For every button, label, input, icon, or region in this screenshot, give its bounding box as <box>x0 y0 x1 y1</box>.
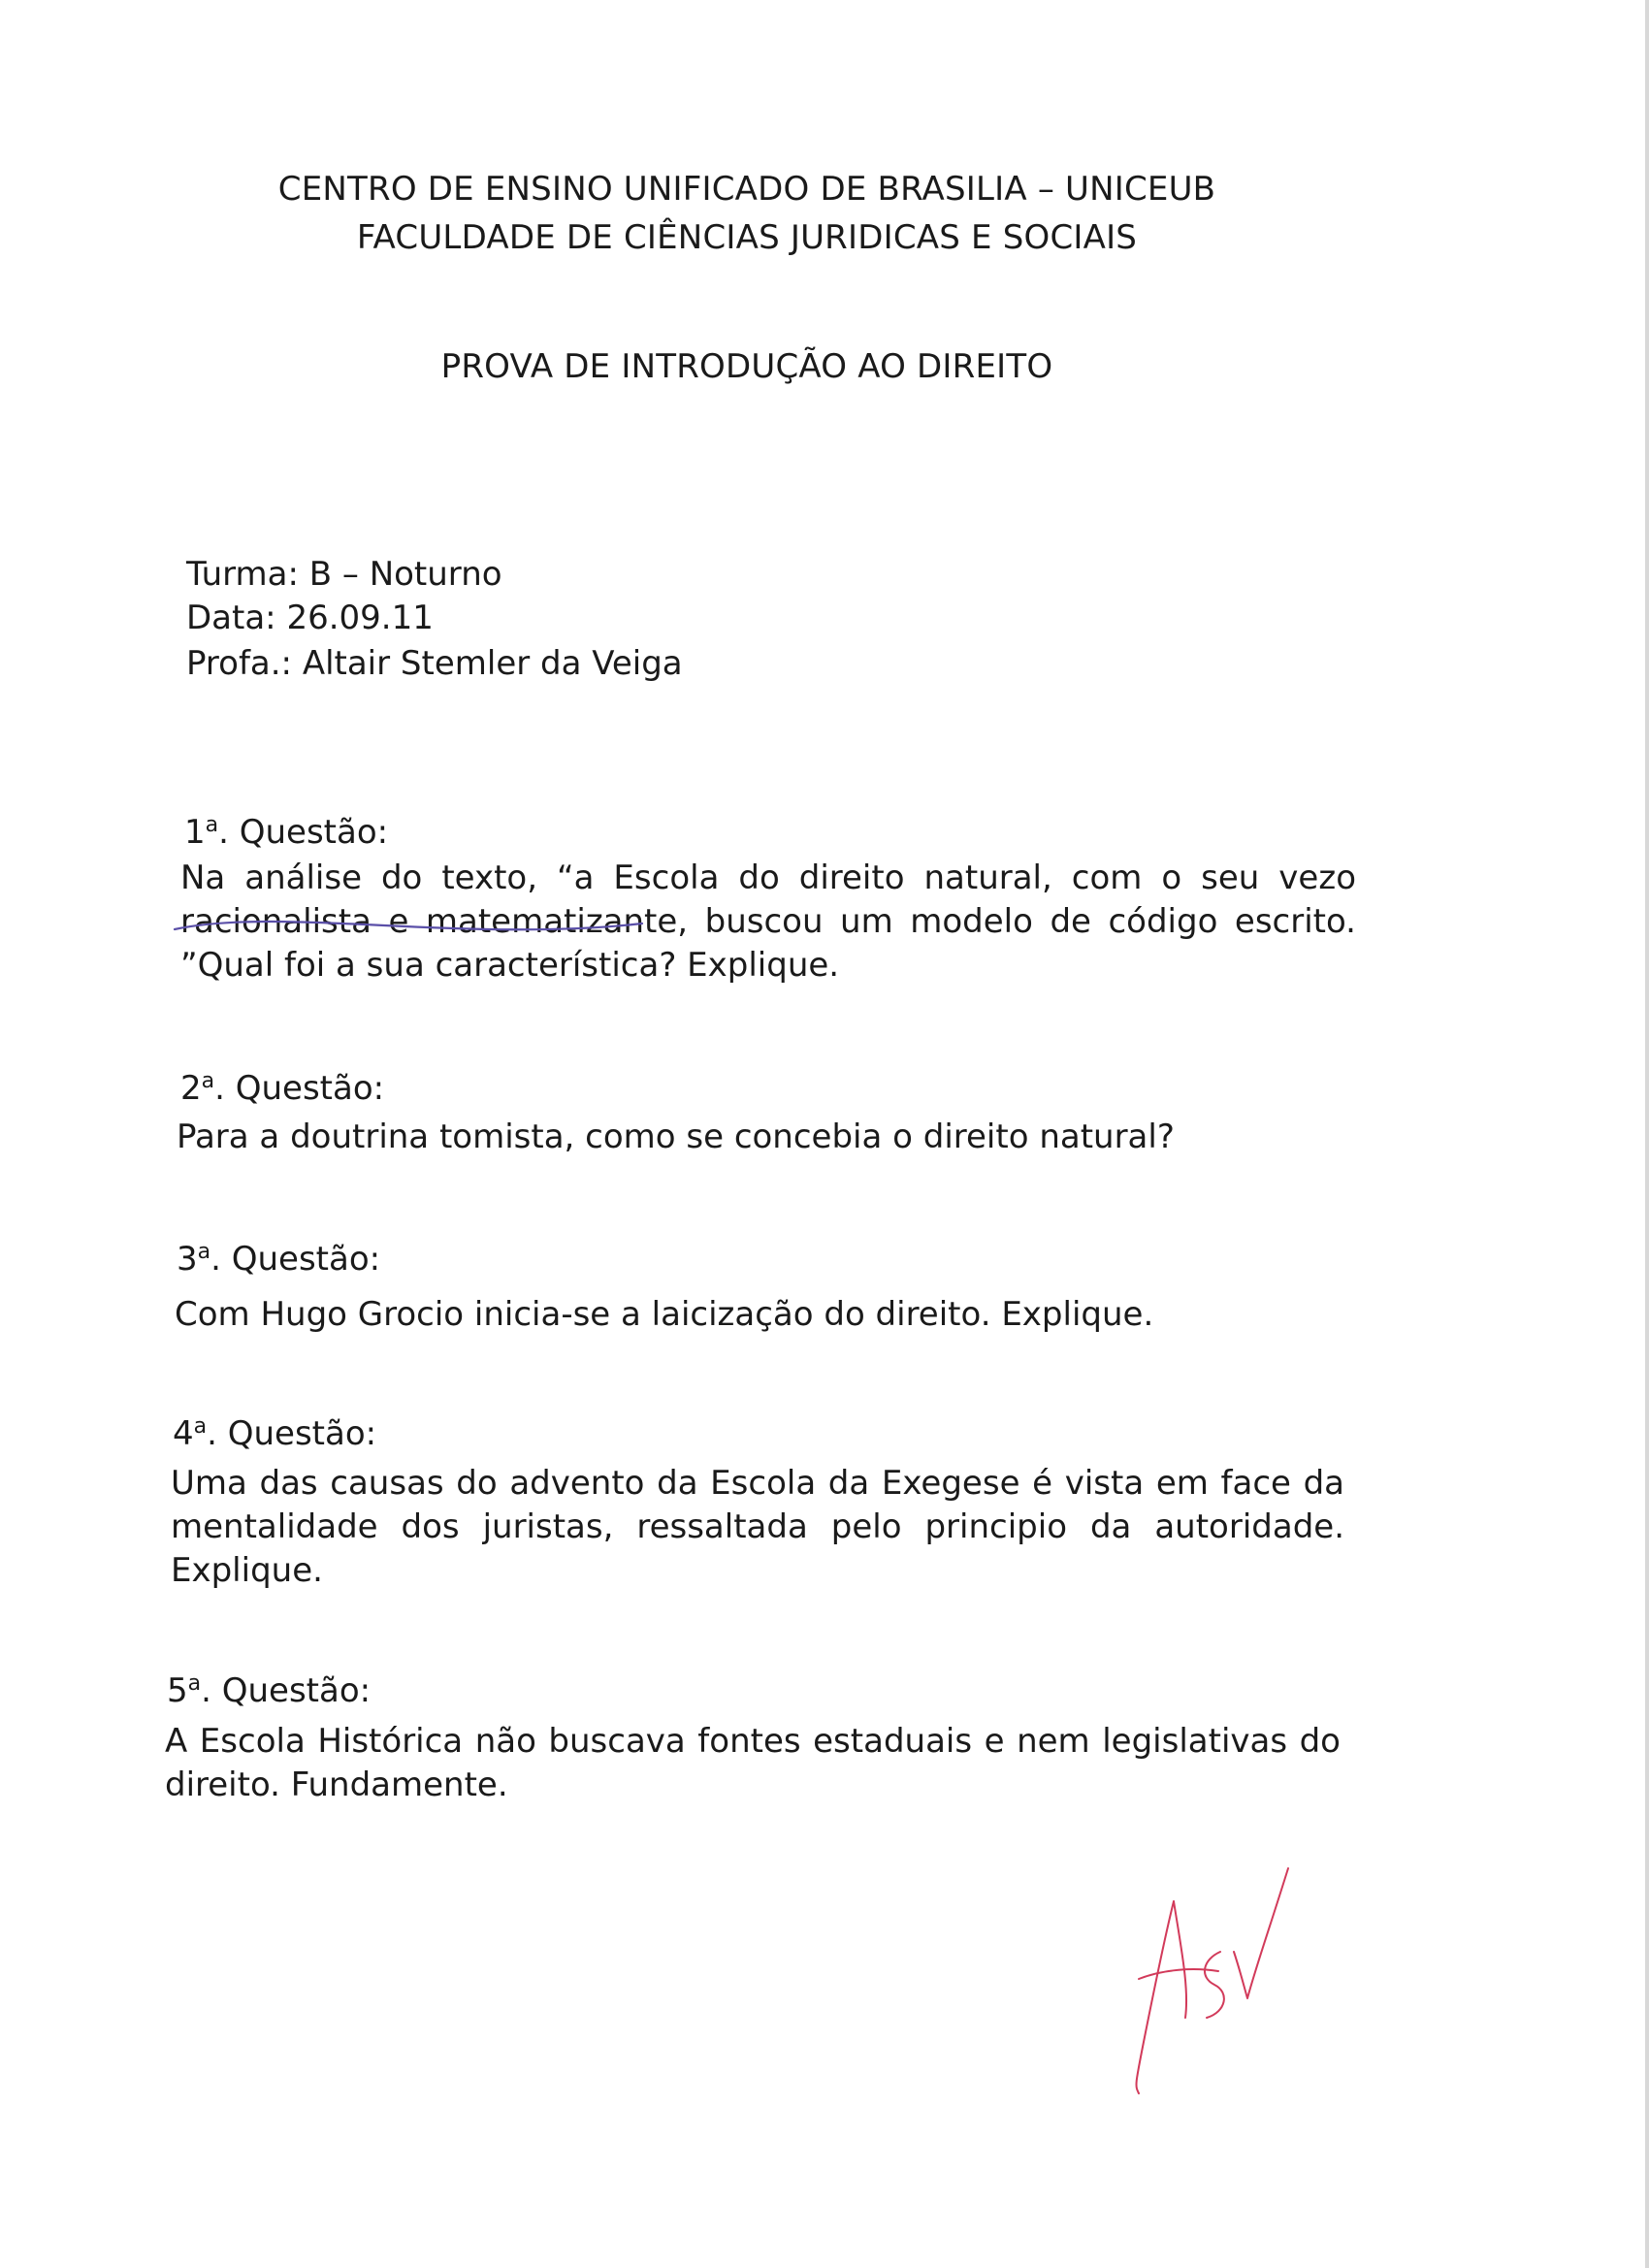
question-4-label: . Questão: <box>207 1414 377 1453</box>
question-5-text: A Escola Histórica não buscava fontes estaduais e nem legislativas do direito. Fundamente. <box>165 1722 1341 1804</box>
date-info: Data: 26.09.11 <box>186 599 434 637</box>
class-info: Turma: B – Noturno <box>186 555 502 594</box>
question-3-text: Com Hugo Grocio inicia-se a laicização do direito. Explique. <box>175 1295 1154 1334</box>
question-5-label: . Questão: <box>201 1671 372 1710</box>
question-1-number: 1 <box>184 813 206 852</box>
exam-title: PROVA DE INTRODUÇÃO AO DIREITO <box>440 347 1053 386</box>
institution-title: CENTRO DE ENSINO UNIFICADO DE BRASILIA – UNICEUB <box>277 170 1216 209</box>
teacher-info: Profa.: Altair Stemler da Veiga <box>186 644 683 683</box>
question-2-number: 2 <box>180 1069 202 1108</box>
question-5-title <box>167 1671 371 1710</box>
question-3-label: . Questão: <box>210 1240 381 1279</box>
signature-mark <box>1125 1863 1300 2095</box>
scan-edge <box>1645 0 1649 2268</box>
faculty-title: FACULDADE DE CIÊNCIAS JURIDICAS E SOCIAIS <box>356 218 1138 257</box>
question-5-number: 5 <box>167 1671 188 1710</box>
ordinal-mark: a <box>205 813 219 837</box>
signature-stroke <box>1174 1901 1186 2018</box>
signature-stroke <box>1234 1868 1288 1998</box>
question-2-title <box>180 1069 384 1108</box>
ordinal-mark: a <box>197 1240 211 1264</box>
signature-stroke <box>1137 1901 1174 2093</box>
ordinal-mark: a <box>201 1069 215 1093</box>
question-4-text: Uma das causas do advento da Escola da Exegese é vista em face da mentalidade dos juristas, ressaltada pelo principio da autoridade. Explique. <box>171 1464 1344 1590</box>
question-2-label: . Questão: <box>214 1069 385 1108</box>
question-2-text: Para a doutrina tomista, como se concebia o direito natural? <box>177 1118 1175 1156</box>
ordinal-mark: a <box>187 1671 202 1696</box>
signature-stroke <box>1205 1952 1224 2018</box>
question-4-title <box>173 1414 376 1453</box>
question-1-label: . Questão: <box>218 813 389 852</box>
question-3-number: 3 <box>177 1240 198 1279</box>
question-3-title <box>177 1240 380 1279</box>
question-1-text: Na análise do texto, “a Escola do direito natural, com o seu vezo racionalista e matematizante, buscou um modelo de código escrito. ”Qual foi a sua característica? Explique. <box>180 859 1356 985</box>
question-1-title <box>184 813 388 852</box>
question-4-number: 4 <box>173 1414 194 1453</box>
ordinal-mark: a <box>193 1414 208 1439</box>
